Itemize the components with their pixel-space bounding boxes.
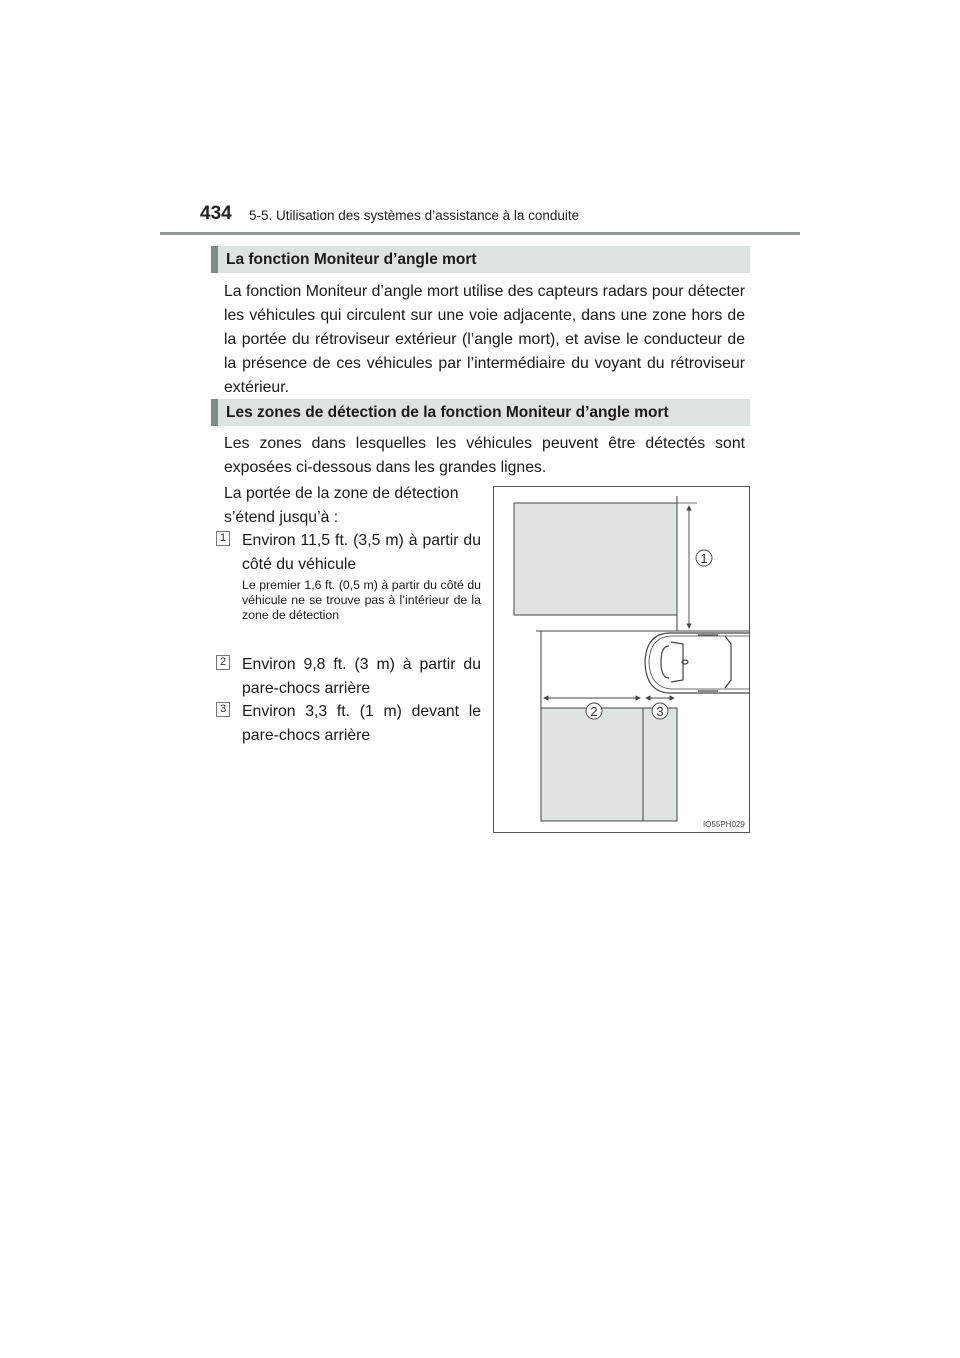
item-number-badge: 3 xyxy=(216,702,230,717)
side-detection-zone xyxy=(514,503,677,615)
svg-text:1: 1 xyxy=(700,551,708,566)
item-number-badge: 1 xyxy=(216,531,230,546)
callout-1 xyxy=(696,550,712,566)
item-text: Environ 9,8 ft. (3 m) à partir du pare-chocs arrière xyxy=(242,656,481,697)
page-number: 434 xyxy=(200,203,232,224)
figure-code: IO55PH029 xyxy=(703,820,745,829)
item-number-badge: 2 xyxy=(216,655,230,670)
svg-text:3: 3 xyxy=(656,704,664,719)
section-heading-blind-spot-function: La fonction Moniteur d’angle mort xyxy=(211,246,750,273)
item-text: Environ 3,3 ft. (1 m) devant le pare-chocs arrière xyxy=(242,703,481,744)
callout-3 xyxy=(652,703,668,719)
detection-zones-description: Les zones dans lesquelles les véhicules peuvent être détectés sont exposées ci-dessous dans les grandes lignes. xyxy=(224,435,745,476)
detection-zones-diagram xyxy=(493,486,750,833)
callout-2 xyxy=(586,703,602,719)
svg-text:2: 2 xyxy=(590,704,598,719)
chapter-title: 5-5. Utilisation des systèmes d’assistance à la conduite xyxy=(249,208,580,223)
section-heading-detection-zones: Les zones de détection de la fonction Moniteur d’angle mort xyxy=(211,399,750,426)
item-text: Environ 11,5 ft. (3,5 m) à partir du côté du véhicule xyxy=(242,532,481,573)
detection-note: Le premier 1,6 ft. (0,5 m) à partir du côté du véhicule ne se trouve pas à l’intérieur de la zone de détection xyxy=(242,578,481,623)
header-rule xyxy=(160,232,800,235)
blind-spot-description: La fonction Moniteur d’angle mort utilise des capteurs radars pour détecter les véhicules qui circulent sur une voie adjacente, dans une zone hors de la portée du rétroviseur extérieur (l’angle mort), et avise le conducteur de la présence de ces véhicules par l’intermédiaire du voyant du rétroviseur extérieur. xyxy=(224,283,745,396)
rear-detection-zone xyxy=(541,708,677,821)
detection-range-intro: La portée de la zone de détection s’étend jusqu’à : xyxy=(224,485,459,526)
